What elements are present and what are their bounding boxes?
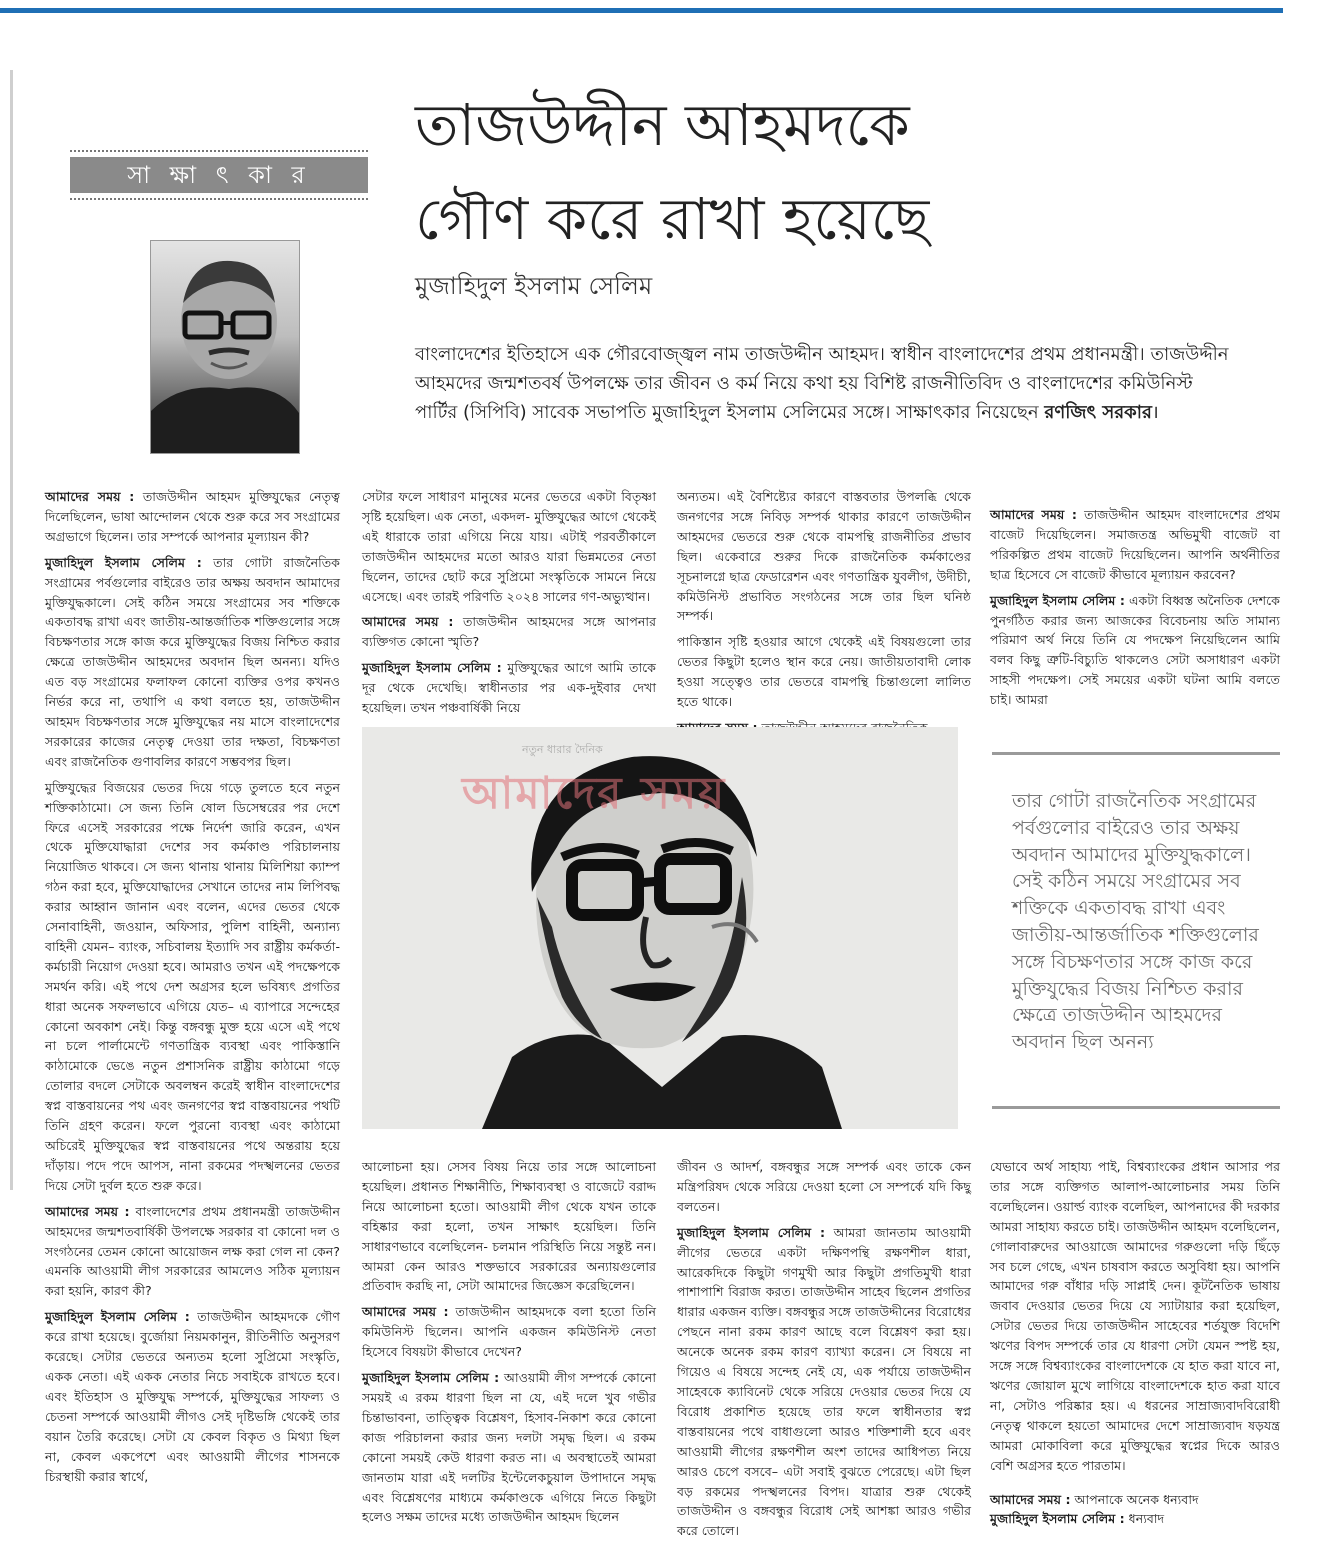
column-text: মুক্তিযুদ্ধের আগে আমি তাকে দূর থেকে দেখেছি। স্বাধীনতার পর এক-দুইবার দেখা হয়েছিল। তখন পঞ্চবার্ষিকী নিয়ে — [362, 660, 656, 716]
intro-end: । — [1151, 402, 1159, 423]
column-text: অন্যতম। এই বৈশিষ্ট্যের কারণে বাস্তবতার উপলব্ধি থেকে জনগণের সঙ্গে নিবিড় সম্পর্ক থাকার কারণে তাজউদ্দীন আহমদের ভেতরে শুরু থেকে বামপন্থি রাজনীতির প্রভাব ছিল। একেবারে শুরুর দিকে রাজনৈতিক কর্মকাণ্ডের সূচনালগ্নে ছাত্র ফেডারেশন এবং গণতান্ত্রিক যুবলীগ, উদীচী, কমিউনিস্ট প্রভাবিত সংগঠনের সঙ্গে তার ছিল ঘনিষ্ঠ সম্পর্ক। — [677, 489, 971, 624]
column-text: জীবন ও আদর্শ, বঙ্গবন্ধুর সঙ্গে সম্পর্ক এবং তাকে কেন মন্ত্রিপরিষদ থেকে সরিয়ে দেওয়া হলো সে সম্পর্কে যদি কিছু বলতেন। — [677, 1159, 971, 1214]
interviewee-portrait — [150, 240, 300, 454]
speaker-q: আমাদের সময় : — [362, 1304, 449, 1320]
column-text: বাংলাদেশের প্রথম প্রধানমন্ত্রী তাজউদ্দীন আহমদের জন্মশতবার্ষিকী উপলক্ষে সরকার বা কোনো দল ও সংগঠনের তেমন কোনো আয়োজন লক্ষ করা গেল না কেন? এমনকি আওয়ামী লীগ সরকারের আমলেও সঠিক মূল্যায়ন করা হয়নি, কারণ কী? — [45, 1203, 340, 1299]
article-column-4-top — [990, 505, 1280, 710]
pull-quote: তার গোটা রাজনৈতিক সংগ্রামের পর্বগুলোর বাইরেও তার অক্ষয় অবদান আমাদের মুক্তিযুদ্ধকালে। সেই কঠিন সময়ে সংগ্রামের সব শক্তিকে একতাবদ্ধ রাখা এবং জাতীয়-আন্তর্জাতিক শক্তিগুলোর সঙ্গে বিচক্ষণতার সঙ্গে কাজ করে মুক্তিযুদ্ধের বিজয় নিশ্চিত করার ক্ষেত্রে তাজউদ্দীন আহমদের অবদান ছিল অনন্য — [1012, 790, 1259, 1054]
watermark-name: আমাদের সময় — [462, 768, 727, 819]
article-column-3-bottom — [677, 1157, 971, 1539]
left-margin-rule — [10, 70, 13, 1190]
column-text: তাজউদ্দীন আহমদকে বলা হতো তিনি কমিউনিস্ট ছিলেন। আপনি একজন কমিউনিস্ট নেতা হিসেবে বিষয়টা কীভাবে দেখেন? — [362, 1304, 656, 1360]
watermark-tagline: নতুন ধারার দৈনিক — [522, 743, 603, 756]
column-text: তার গোটা রাজনৈতিক সংগ্রামের পর্বগুলোর বাইরেও তার অক্ষয় অবদান আমাদের মুক্তিযুদ্ধকালে। সেই কঠিন সময়ে সংগ্রামের সব শক্তিকে একতাবদ্ধ রাখা এবং জাতীয়-আন্তর্জাতিক শক্তিগুলোর সঙ্গে বিচক্ষণতার সঙ্গে কাজ করে মুক্তিযুদ্ধের বিজয় নিশ্চিত করার ক্ষেত্রে তাজউদ্দীন আহমদের অবদান ছিল অনন্য। যদিও এত বড় সংগ্রামের ফলাফল কোনো ব্যক্তির ওপর কখনও নির্ভর করে না, তথাপি এ কথা বলতে হয়, তাজউদ্দীন আহমদ বিচক্ষণতার সঙ্গে মুক্তিযুদ্ধের নয় মাসে বাংলাদেশের সরকারের কাজের নেতৃত্ব দেওয়া তার দক্ষতা, বিচক্ষণতা এবং রাজনৈতিক গুণাবলির কারণে সম্ভবপর ছিল। — [45, 554, 340, 769]
speaker-q: আমাদের সময় : — [990, 507, 1077, 522]
speaker-a: মুজাহিদুল ইসলাম সেলিম : — [45, 1309, 190, 1325]
speaker-a: মুজাহিদুল ইসলাম সেলিম : — [362, 1370, 500, 1386]
headline-line-1: তাজউদ্দীন আহমদকে — [415, 91, 910, 159]
top-accent-bar — [0, 8, 1283, 13]
speaker-q: আমাদের সময় : — [990, 1491, 1071, 1507]
column-text: মুক্তিযুদ্ধের বিজয়ের ভেতর দিয়ে গড়ে তুলতে হবে নতুন শক্তিকাঠামো। সে জন্য তিনি ষোল ডিসেম্বরের পর দেশে ফিরে এসেই সরকারের পক্ষে নির্দেশ জারি করেন, এখন থেকে মুক্তিযোদ্ধারা দেশের সব কর্মকাণ্ড পরিচালনায় নিয়োজিত থাকবে। সে জন্য থানায় থানায় মিলিশিয়া ক্যাম্প গঠন করা হবে, মুক্তিযোদ্ধাদের সেখানে তাদের নাম লিপিবদ্ধ করার আহ্বান জানান এবং বলেন, এদের ভেতর থেকে সেনাবাহিনী, জওয়ান, অফিসার, পুলিশ বাহিনী, অন্যান্য বাহিনী যেমন– ব্যাংক, সচিবালয় ইত্যাদি সব রাষ্ট্রীয় কর্মকর্তা-কর্মচারী নিয়োগ দেওয়া হবে। আমরাও তখন এই পদক্ষেপকে সমর্থন করি। এই পথে দেশ অগ্রসর হলে ভবিষ্যৎ প্রগতির ধারা অনেক সফলভাবে এগিয়ে যেত– এ ব্যাপারে সন্দেহের কোনো অবকাশ নেই। কিন্তু বঙ্গবন্ধু মুক্ত হয়ে এসে এই পথে না চলে পার্লামেন্টে গণতান্ত্রিক ব্যবস্থা এবং পাকিস্তানি কাঠামোকে ভেঙে নতুন প্রশাসনিক রাষ্ট্রীয় কাঠামো গড়ে তোলার বদলে সেটাকে অবলম্বন করেই স্বাধীন বাংলাদেশের স্বপ্ন বাস্তবায়নের পথ এবং জনগণের স্বপ্ন বাস্তবায়নের পথটি তিনি গ্রহণ করেন। ফলে পুরনো ব্যবস্থা এবং কাঠামো অচিরেই মুক্তিযুদ্ধের স্বপ্ন বাস্তবায়নের পথে অন্তরায় হয়ে দাঁড়ায়। পদে পদে আপস, নানা রকমের পদস্খলনের ভেতর দিয়ে সেটা দুর্বল হতে শুরু করে। — [45, 779, 340, 1193]
byline: মুজাহিদুল ইসলাম সেলিম — [415, 272, 653, 300]
intro-paragraph — [415, 340, 1240, 427]
article-column-4-bottom — [990, 1157, 1280, 1535]
column-text: তাজউদ্দীন আহমদ বাংলাদেশের প্রথম বাজেট দিয়েছিলেন। সমাজতন্ত্র অভিমুখী বাজেট বা পরিকল্পিত প্রথম বাজেট দিয়েছিলেন। আপনি অর্থনীতির ছাত্র হিসেবে সে বাজেট কীভাবে মূল্যায়ন করবেন? — [990, 507, 1280, 582]
article-column-2-top — [362, 487, 656, 716]
column-text: যেভাবে অর্থ সাহায্য পাই, বিশ্বব্যাংকের প্রধান আসার পর তার সঙ্গে ব্যক্তিগত আলাপ-আলোচনার সময় তিনি বলেছিলেন। ওয়ার্ল্ড ব্যাংক বলেছিল, আপনাদের কী দরকার আমরা সাহায্য করতে চাই। তাজউদ্দীন আহমদ বলেছিলেন, গোলাবারুদের আওয়াজে আমাদের গরুগুলো দড়ি ছিঁড়ে সব চলে গেছে, এখন চাষবাস করতে অসুবিধা হয়। আপনি আমাদের গরু বাঁধার দড়ি সাপ্লাই দেন। কূটনৈতিক ভাষায় জবাব দেওয়ার ভেতর দিয়ে যে স্যাটায়ার করা হয়েছিল, সেটার ভেতর দিয়ে তাজউদ্দীন সাহেবের শর্তযুক্ত বিদেশি ঋণের বিপদ সম্পর্কে তার যে ধারণা সেটা যেমন স্পষ্ট হয়, সঙ্গে সঙ্গে বিশ্বব্যাংকের বাংলাদেশকে যে হাত করা যাবে না, ঋণের জোয়াল মুখে লাগিয়ে বাংলাদেশকে হাত করা যাবে না, সেটাও পরিষ্কার হয়। এ ধরনের সাম্রাজ্যবাদবিরোধী নেতৃত্ব থাকলে হয়তো আমাদের দেশে সাম্রাজ্যবাদ ষড়যন্ত্র আমরা মোকাবিলা করে মুক্তিযুদ্ধের স্বপ্নের দিকে আরও বেশি অগ্রসর হতে পারতাম। — [990, 1159, 1280, 1473]
column-text: আওয়ামী লীগ সম্পর্কে কোনো সময়ই এ রকম ধারণা ছিল না যে, এই দলে খুব গভীর চিন্তাভাবনা, তাত্ত্বিক বিশ্লেষণ, হিসাব-নিকাশ করে কোনো কাজ পরিচালনা করার জন্য দলটা সমৃদ্ধ ছিল। এ রকম কোনো সময়ই কেউ ধারণা করত না। এ অবস্থাতেই আমরা জানতাম যারা এই দলটির ইন্টেলেকচুয়াল উপাদানে সমৃদ্ধ এবং বিশ্লেষণের মাধ্যমে কর্মকাণ্ডকে এগিয়ে নিতে কিছুটা হলেও সক্ষম তাদের মধ্যে তাজউদ্দীন আহমদ ছিলেন — [362, 1370, 656, 1525]
column-text: আমরা জানতাম আওয়ামী লীগের ভেতরে একটা দক্ষিণপন্থি রক্ষণশীল ধারা, আরেকদিকে কিছুটা গণমুখী আর কিছুটা প্রগতিমুখী ধারা পাশাপাশি বিরাজ করত। তাজউদ্দীন সাহেব ছিলেন প্রগতির ধারার একজন ব্যক্তি। বঙ্গবন্ধুর সঙ্গে তাজউদ্দীনের বিরোধের পেছনে নানা রকম কারণ আছে বলে বিশ্লেষণ করা হয়। অনেকে অনেক রকম কারণ ব্যাখ্যা করেন। সে বিষয়ে না গিয়েও এ বিষয়ে সন্দেহ নেই যে, এক পর্যায়ে তাজউদ্দীন সাহেবকে ক্যাবিনেট থেকে সরিয়ে দেওয়ার ভেতর দিয়ে যে বিরোধ প্রকাশিত হয়েছে তার ফলে স্বাধীনতার স্বপ্ন বাস্তবায়নের পথে বাধাগুলো আরও শক্তিশালী হবে এবং আওয়ামী লীগের রক্ষণশীল অংশ তাদের আধিপত্য নিয়ে আরও চেপে বসবে– এটা সবাই বুঝতে পেরেছে। এটা ছিল বড় রকমের পদস্খলনের বিপদ। যাত্রার শুরু থেকেই তাজউদ্দীন ও বঙ্গবন্ধুর বিরোধ সেই আশঙ্কা আরও গভীর করে তোলে। — [677, 1224, 971, 1539]
column-text: তাজউদ্দীন আহমদের সঙ্গে আপনার ব্যক্তিগত কোনো স্মৃতি? — [362, 614, 656, 650]
section-tag — [70, 150, 368, 194]
speaker-a: মুজাহিদুল ইসলাম সেলিম : — [362, 660, 502, 676]
speaker-a: মুজাহিদুল ইসলাম সেলিম : — [990, 1511, 1125, 1527]
pull-quote-rule-bottom — [992, 1106, 1280, 1109]
speaker-a: মুজাহিদুল ইসলাম সেলিম : — [677, 1224, 826, 1240]
headline-line-2: গৌণ করে রাখা হয়েছে — [415, 185, 930, 253]
column-text: সেটার ফলে সাধারণ মানুষের মনের ভেতরে একটা বিতৃষ্ণা সৃষ্টি হয়েছিল। এক নেতা, একদল- মুক্তিযুদ্ধের আগে থেকেই এই ধারাকে তারা এগিয়ে নিয়ে যায়। এটাই পরবর্তীকালে তাজউদ্দীন আহমদের মতো আরও যারা ভিন্নমতের নেতা ছিলেন, তাদের ছোট করে সুপ্রিমো সংস্কৃতিকে সামনে নিয়ে এসেছে। এবং তারই পরিণতি ২০২৪ সালের গণ-অভ্যুত্থান। — [362, 489, 656, 604]
headline — [415, 78, 1115, 266]
column-text: ধন্যবাদ — [1128, 1511, 1165, 1527]
article-column-3-top — [677, 487, 971, 709]
tajuddin-illustration — [362, 727, 958, 1129]
article-column-2-bottom — [362, 1157, 656, 1535]
interviewer-name: রণজিৎ সরকার — [1044, 402, 1152, 423]
speaker-q: আমাদের সময় : — [45, 1203, 130, 1219]
column-text: পাকিস্তান সৃষ্টি হওয়ার আগে থেকেই এই বিষয়গুলো তার ভেতর কিছুটা হলেও স্থান করে নেয়। জাতীয়তাবাদী লোক হওয়া সত্ত্বেও তার ভেতরে বামপন্থি চিন্তাগুলো লালিত হতে থাকে। — [677, 634, 971, 710]
speaker-q: আমাদের সময় : — [362, 614, 454, 630]
column-text: একটা বিধ্বস্ত অনৈতিক দেশকে পুনর্গঠিত করার জন্য আজকের বিবেচনায় অতি সামান্য পরিমাণ অর্থ নিয়ে তিনি যে পদক্ষেপ নিয়েছিলেন আমি বলব কিছু ত্রুটি-বিচ্যুতি থাকলেও সেটা অসাধারণ একটা সাহসী পদক্ষেপ। সেই সময়ের একটা ঘটনা আমি বলতে চাই। আমরা — [990, 592, 1280, 708]
speaker-a: মুজাহিদুল ইসলাম সেলিম : — [990, 592, 1125, 608]
intro-text: বাংলাদেশের ইতিহাসে এক গৌরবোজ্জ্বল নাম তাজউদ্দীন আহমদ। স্বাধীন বাংলাদেশের প্রথম প্রধানমন্ত্রী। তাজউদ্দীন আহমদের জন্মশতবর্ষ উপলক্ষে তার জীবন ও কর্ম নিয়ে কথা হয় বিশিষ্ট রাজনীতিবিদ ও বাংলাদেশের কমিউনিস্ট পার্টির (সিপিবি) সাবেক সভাপতি মুজাহিদুল ইসলাম সেলিমের সঙ্গে। সাক্ষাৎকার নিয়েছেন — [415, 344, 1229, 423]
column-text: তাজউদ্দীন আহমদ মুক্তিযুদ্ধের নেতৃত্ব দিলেছিলেন, ভাষা আন্দোলন থেকে শুরু করে সব সংগ্রামের অগ্রভাগে ছিলেন। তার সম্পর্কে আপনার মূল্যায়ন কী? — [45, 489, 341, 544]
column-text: আলোচনা হয়। সেসব বিষয় নিয়ে তার সঙ্গে আলোচনা হয়েছিল। প্রধানত শিক্ষানীতি, শিক্ষাব্যবস্থা ও বাজেটে বরাদ্দ নিয়ে আলোচনা হতো। আওয়ামী লীগ থেকে যখন তাকে বহিষ্কার করা হলো, তখন সাক্ষাৎ হয়েছিল। তিনি সাধারণভাবে বলেছিলেন- চলমান পরিস্থিতি নিয়ে সন্তুষ্ট নন। আমরা কেন আরও শক্তভাবে সরকারের অন্যায়গুলোর প্রতিবাদ করছি না, সেটা আমাদের জিজ্ঞেস করেছিলেন। — [362, 1159, 656, 1294]
speaker-a: মুজাহিদুল ইসলাম সেলিম : — [45, 554, 202, 570]
article-column-1 — [45, 487, 340, 1535]
section-tag-label: সা ক্ষা ৎ কা র — [70, 157, 368, 193]
column-text: তাজউদ্দীন আহমদকে গৌণ করে রাখা হয়েছে। বুর্জোয়া নিয়মকানুন, রীতিনীতি অনুসরণ করেছে। সেটার ভেতরে অন্যতম হলো সুপ্রিমো সংস্কৃতি, একক নেতা। এই একক নেতার নিচে সবাইকে রাখতে হবে। এবং ইতিহাস ও মুক্তিযুদ্ধ সম্পর্কে, মুক্তিযুদ্ধের সাফল্য ও চেতনা সম্পর্কে আওয়ামী লীগও সেই দৃষ্টিভঙ্গি থেকেই তার বয়ান তৈরি করেছে। সেটা যে কেবল বিকৃত ও মিথ্যা ছিল না, কেবল একপেশে এবং আওয়ামী লীগের শাসনকে চিরস্থায়ী করার স্বার্থে, — [45, 1309, 340, 1484]
publication-watermark — [462, 741, 726, 833]
column-text: আপনাকে অনেক ধন্যবাদ — [1074, 1491, 1199, 1507]
speaker-q: আমাদের সময় : — [45, 489, 135, 504]
pull-quote-rule-top — [992, 752, 1280, 755]
